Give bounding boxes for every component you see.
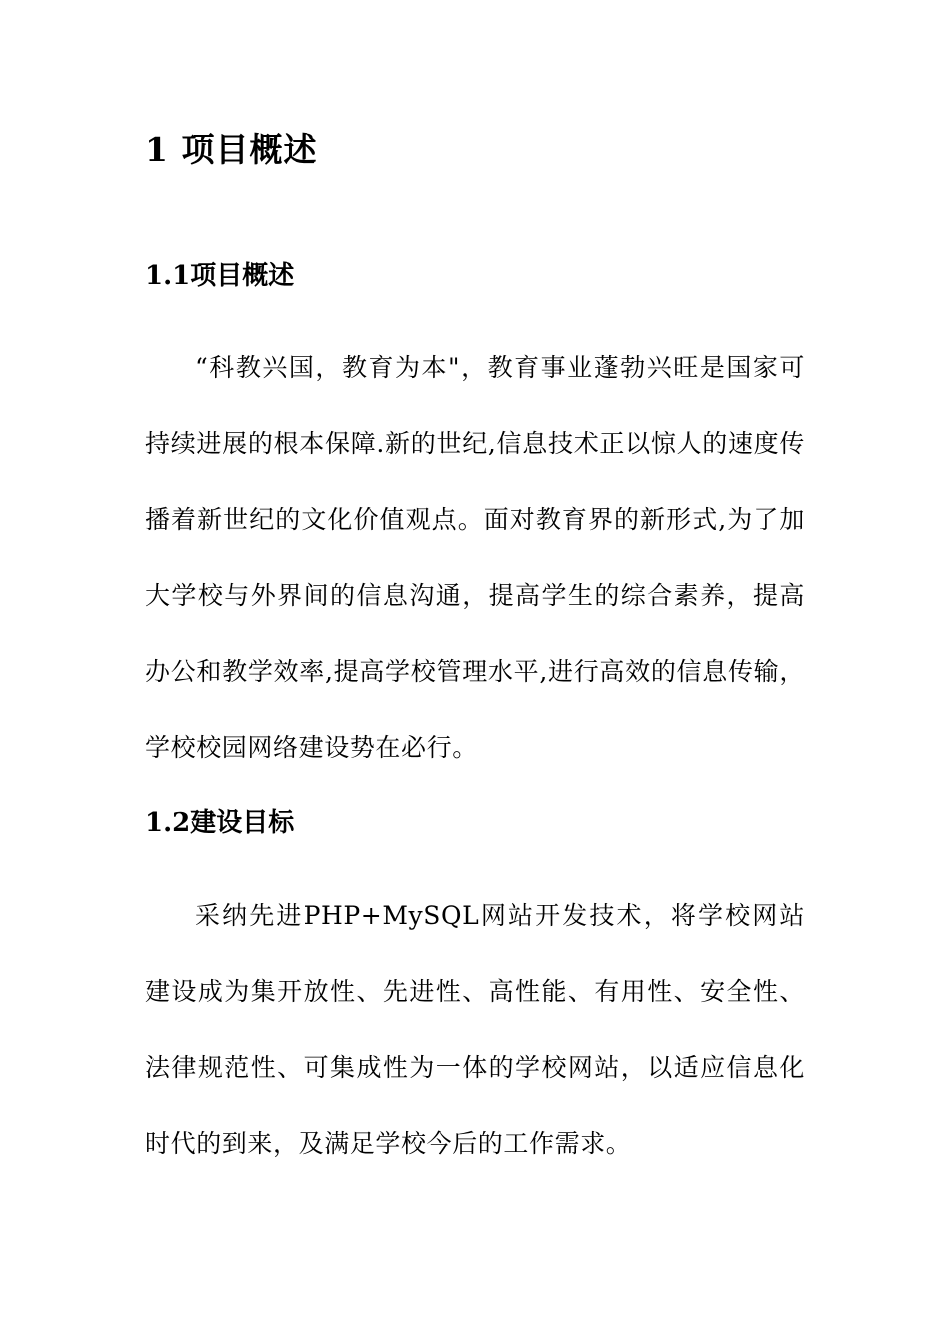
section-paragraph-overview: “科教兴国，教育为本"，教育事业蓬勃兴旺是国家可持续进展的根本保障.新的世纪,信息技术正以惊人的速度传播着新世纪的文化价值观点。面对教育界的新形式,为了加大学校与外界间的信息沟通，提高学生的综合素养，提高办公和教学效率,提高学校管理水平,进行高效的信息传输，学校校园网络建设势在必行。 xyxy=(145,353,805,762)
chapter-heading: 1 项目概述 xyxy=(145,130,318,169)
section-heading-goals: 1.2建设目标 xyxy=(145,808,295,838)
section-heading-overview: 1.1项目概述 xyxy=(145,261,295,291)
section-paragraph-goals: 采纳先进PHP+MySQL网站开发技术，将学校网站建设成为集开放性、先进性、高性能、有用性、安全性、法律规范性、可集成性为一体的学校网站，以适应信息化时代的到来，及满足学校今后的工作需求。 xyxy=(145,901,805,1158)
